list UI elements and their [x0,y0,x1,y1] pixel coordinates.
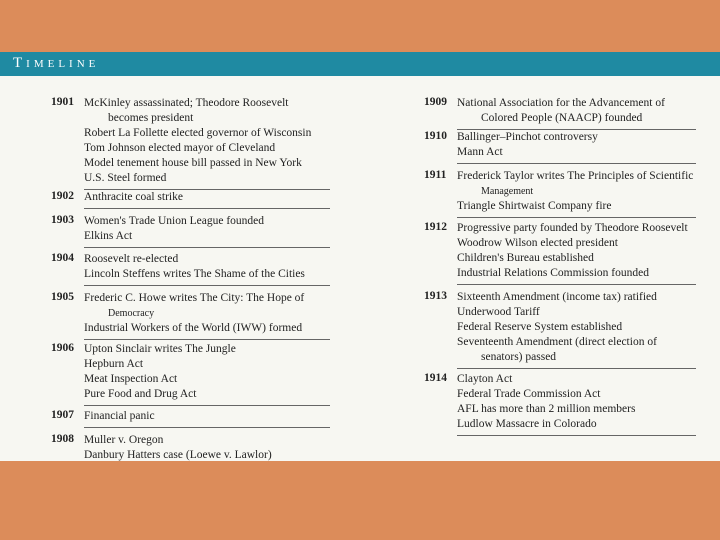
entry-divider [457,163,696,164]
entry-divider [457,284,696,285]
title-bar [0,52,720,76]
event-list [457,169,693,214]
event-list [84,342,236,402]
timeline-content [0,76,720,461]
year-label: 1910 [424,130,447,142]
year-label: 1906 [51,342,74,354]
event-line: Ludlow Massacre in Colorado [457,418,597,430]
event-line: Roosevelt re-elected [84,253,179,265]
event-line: Progressive party founded by Theodore Roosevelt [457,222,688,234]
event-line: McKinley assassinated; Theodore Roosevelt [84,97,289,109]
entry-divider [457,435,696,436]
entry-divider [84,285,330,286]
event-list [457,290,657,365]
event-line: Tom Johnson elected mayor of Cleveland [84,142,276,154]
event-line: Financial panic [84,410,155,422]
event-list [84,291,304,336]
year-label: 1903 [51,214,74,226]
event-line: Ballinger–Pinchot controversy [457,131,598,143]
year-label: 1914 [424,372,447,384]
event-line: Frederic C. Howe writes The City: The Hope of [84,292,305,304]
year-label: 1902 [51,190,74,202]
event-line: Industrial Relations Commission founded [457,267,649,279]
event-line: Lincoln Steffens writes The Shame of the Cities [84,268,305,280]
event-list [457,372,635,432]
event-line: Democracy [108,308,155,319]
event-line: National Association for the Advancement of [457,97,665,109]
event-line: Sixteenth Amendment (income tax) ratified [457,291,657,303]
entry-divider [84,405,330,406]
year-label: 1905 [51,291,74,303]
event-list [84,214,264,244]
entry-divider [457,217,696,218]
year-label: 1908 [51,433,74,445]
event-list [457,96,665,126]
event-list [457,221,688,281]
bottom-orange-band [0,461,720,540]
entry-divider [84,208,330,209]
event-line: Upton Sinclair writes The Jungle [84,343,236,355]
entry-divider [84,427,330,428]
event-line: Triangle Shirtwaist Company fire [457,200,612,212]
event-line: Underwood Tariff [457,306,540,318]
event-list [84,409,155,424]
event-line: Federal Reserve System established [457,321,623,333]
event-line: Model tenement house bill passed in New York [84,157,302,169]
top-orange-band [0,0,720,52]
year-label: 1913 [424,290,447,302]
event-line: Seventeenth Amendment (direct election of [457,336,657,348]
event-line: Federal Trade Commission Act [457,388,601,400]
event-line: Hepburn Act [84,358,144,370]
event-line: Frederick Taylor writes The Principles of Scientific [457,170,694,182]
event-list [457,130,598,160]
event-line: AFL has more than 2 million members [457,403,636,415]
year-label: 1911 [424,169,447,181]
event-line: Clayton Act [457,373,513,385]
event-line: Management [481,186,534,197]
year-label: 1901 [51,96,74,108]
event-list [84,96,311,186]
year-label: 1909 [424,96,447,108]
event-line: Colored People (NAACP) founded [481,112,643,124]
entry-divider [84,247,330,248]
entry-divider [457,368,696,369]
event-line: Robert La Follette elected governor of Wisconsin [84,127,312,139]
year-label: 1907 [51,409,74,421]
event-line: Children's Bureau established [457,252,594,264]
page-title: Timeline [13,55,100,71]
event-line: Anthracite coal strike [84,191,183,203]
entry-divider [84,339,330,340]
year-label: 1912 [424,221,447,233]
event-line: Mann Act [457,146,503,158]
event-line: Muller v. Oregon [84,434,164,446]
event-line: Pure Food and Drug Act [84,388,197,400]
event-line: Meat Inspection Act [84,373,178,385]
event-line: U.S. Steel formed [84,172,167,184]
event-line: senators) passed [481,351,557,363]
event-line: becomes president [108,112,194,124]
event-line: Industrial Workers of the World (IWW) formed [84,322,303,334]
event-line: Elkins Act [84,230,133,242]
year-label: 1904 [51,252,74,264]
event-list [84,252,305,282]
event-line: Woodrow Wilson elected president [457,237,618,249]
event-line: Women's Trade Union League founded [84,215,265,227]
event-list [84,190,183,205]
event-line: Danbury Hatters case (Loewe v. Lawlor) [84,449,272,461]
